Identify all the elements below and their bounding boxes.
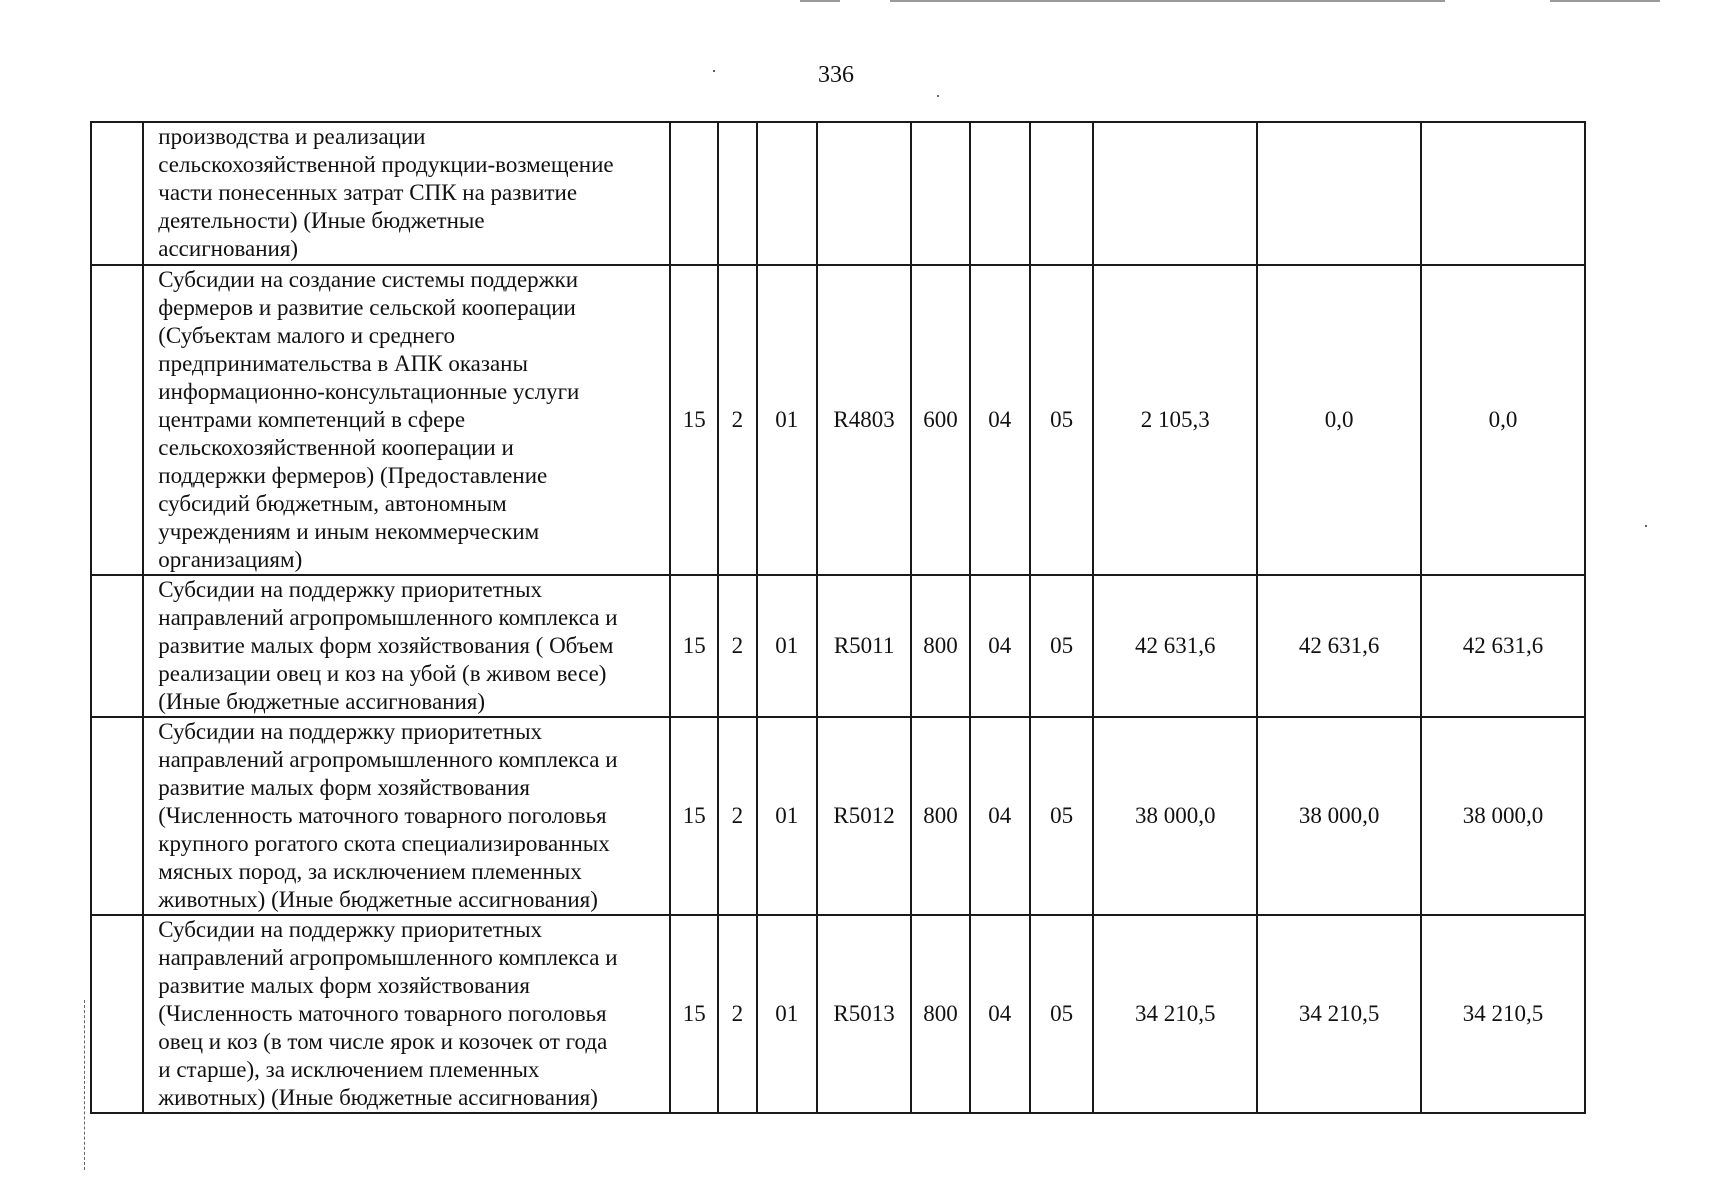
target-code-cell: R5012 [817, 717, 912, 915]
description-cell: Субсидии на создание системы поддержки фермеров и развитие сельской кооперации (Субъектам малого и среднего предпринимательства в АПК оказаны информационно-консультационные услуги центрами компетенций в сфере сельскохозяйственной кооперации и поддержки фермеров) (Предоставление субсидий бюджетным, автономным учреждениям и иным некоммерческим организациям) [143, 265, 670, 575]
table-row [91, 717, 1585, 915]
description-cell: производства и реализации сельскохозяйственной продукции-возмещение части понесенных затрат СПК на развитие деятельности) (Иные бюджетные ассигнования) [143, 122, 670, 265]
pp-cell: 2 [718, 575, 756, 717]
section-cell: 04 [970, 575, 1030, 717]
amount-year3-cell: 0,0 [1421, 265, 1585, 575]
amount-year2-cell: 42 631,6 [1257, 575, 1421, 717]
amount-year3-cell: 34 210,5 [1421, 915, 1585, 1113]
table-row [91, 575, 1585, 717]
om-cell: 01 [757, 575, 817, 717]
subsection-cell [1030, 122, 1093, 265]
row-index-cell [91, 717, 143, 915]
amount-year1-cell [1093, 122, 1257, 265]
description-cell: Субсидии на поддержку приоритетных направлений агропромышленного комплекса и развитие малых форм хозяйствования (Численность маточного товарного поголовья крупного рогатого скота специализированных мясных пород, за исключением племенных животных) (Иные бюджетные ассигнования) [143, 717, 670, 915]
row-index-cell [91, 265, 143, 575]
description-cell: Субсидии на поддержку приоритетных направлений агропромышленного комплекса и развитие малых форм хозяйствования (Численность маточного товарного поголовья овец и коз (в том числе ярок и козочек от года и старше), за исключением племенных животных) (Иные бюджетные ассигнования) [143, 915, 670, 1113]
target-code-cell: R4803 [817, 265, 912, 575]
table-row [91, 122, 1585, 265]
pp-cell: 2 [718, 915, 756, 1113]
table-row [91, 915, 1585, 1113]
amount-year1-cell: 2 105,3 [1093, 265, 1257, 575]
subsection-cell: 05 [1030, 575, 1093, 717]
amount-year2-cell: 34 210,5 [1257, 915, 1421, 1113]
expense-type-cell: 600 [911, 265, 969, 575]
page-number: 336 [818, 62, 854, 88]
om-cell: 01 [757, 717, 817, 915]
amount-year1-cell: 34 210,5 [1093, 915, 1257, 1113]
target-code-cell: R5011 [817, 575, 912, 717]
subsection-cell: 05 [1030, 915, 1093, 1113]
expense-type-cell: 800 [911, 717, 969, 915]
gp-cell: 15 [670, 265, 718, 575]
section-cell: 04 [970, 265, 1030, 575]
amount-year1-cell: 42 631,6 [1093, 575, 1257, 717]
gp-cell: 15 [670, 717, 718, 915]
amount-year2-cell: 38 000,0 [1257, 717, 1421, 915]
pp-cell [718, 122, 756, 265]
subsection-cell: 05 [1030, 265, 1093, 575]
expense-type-cell [911, 122, 969, 265]
scan-speck [713, 70, 715, 72]
scan-top-rule [890, 0, 1445, 2]
section-cell: 04 [970, 717, 1030, 915]
scan-top-rule [1550, 0, 1660, 2]
section-cell [970, 122, 1030, 265]
amount-year3-cell: 42 631,6 [1421, 575, 1585, 717]
description-cell: Субсидии на поддержку приоритетных направлений агропромышленного комплекса и развитие малых форм хозяйствования ( Объем реализации овец и коз на убой (в живом весе) (Иные бюджетные ассигнования) [143, 575, 670, 717]
scan-speck [1645, 525, 1647, 527]
om-cell: 01 [757, 915, 817, 1113]
scan-margin-mark [84, 1000, 99, 1170]
om-cell: 01 [757, 265, 817, 575]
amount-year2-cell [1257, 122, 1421, 265]
amount-year1-cell: 38 000,0 [1093, 717, 1257, 915]
pp-cell: 2 [718, 717, 756, 915]
section-cell: 04 [970, 915, 1030, 1113]
row-index-cell [91, 575, 143, 717]
scan-speck [937, 95, 939, 97]
expense-type-cell: 800 [911, 915, 969, 1113]
gp-cell [670, 122, 718, 265]
amount-year3-cell: 38 000,0 [1421, 717, 1585, 915]
target-code-cell [817, 122, 912, 265]
budget-table [90, 121, 1586, 1114]
expense-type-cell: 800 [911, 575, 969, 717]
scan-top-rule [800, 0, 840, 2]
gp-cell: 15 [670, 915, 718, 1113]
amount-year3-cell [1421, 122, 1585, 265]
target-code-cell: R5013 [817, 915, 912, 1113]
table-row [91, 265, 1585, 575]
row-index-cell [91, 122, 143, 265]
om-cell [757, 122, 817, 265]
gp-cell: 15 [670, 575, 718, 717]
amount-year2-cell: 0,0 [1257, 265, 1421, 575]
subsection-cell: 05 [1030, 717, 1093, 915]
pp-cell: 2 [718, 265, 756, 575]
